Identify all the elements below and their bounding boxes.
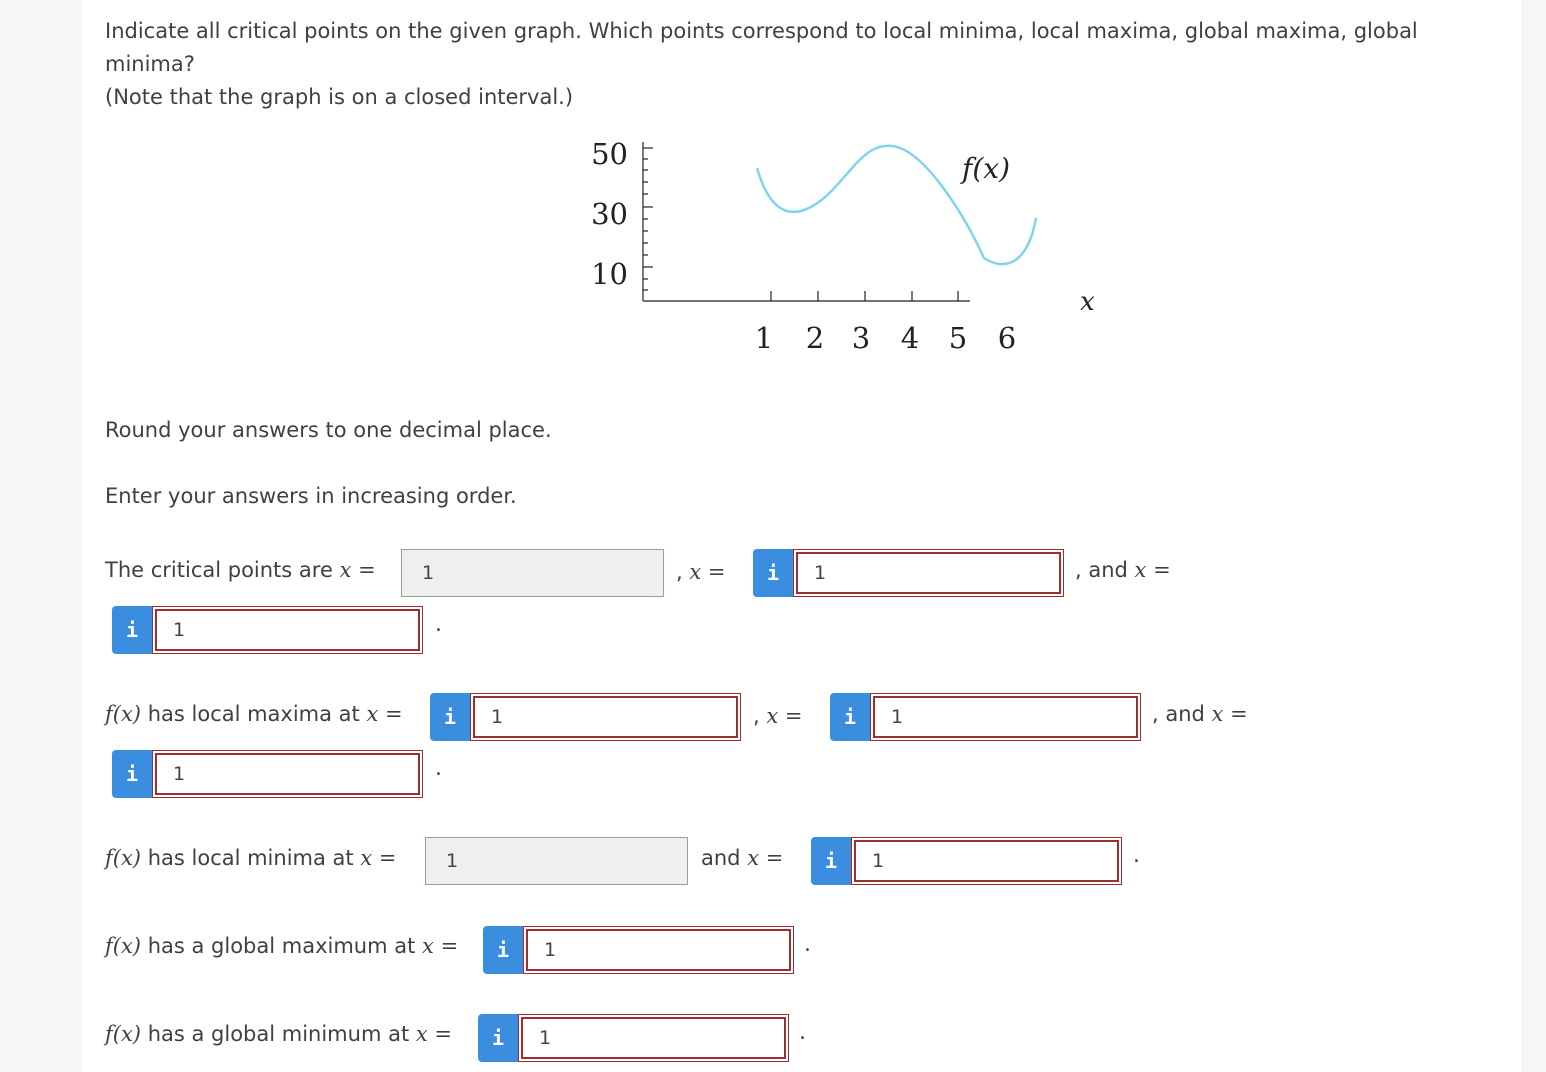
local-minima-label: f(x) has local minima at x = (105, 846, 397, 870)
field-value: 1 (422, 562, 435, 584)
period: . (1133, 843, 1140, 868)
field-value: 1 (491, 706, 504, 728)
info-icon[interactable]: i (483, 926, 523, 974)
y-tick-label-10: 10 (591, 257, 628, 291)
critical-point-3-field[interactable] (152, 606, 423, 654)
and-label: , and x = (1152, 702, 1248, 726)
period: . (804, 932, 811, 957)
function-graph (562, 130, 1095, 360)
question-line-1: Indicate all critical points on the given graph. Which points correspond to local minima, local maxima, global maxima, global minima? (105, 19, 1418, 76)
curve-label: f(x) (962, 152, 1011, 185)
x-axis-label: x (1080, 287, 1095, 317)
info-icon[interactable]: i (112, 750, 152, 798)
x-tick-label-5: 5 (948, 321, 968, 355)
info-icon[interactable]: i (112, 606, 152, 654)
local-min-2-field[interactable] (851, 837, 1122, 885)
separator-label: , x = (753, 704, 803, 728)
and-label: , and x = (1075, 558, 1171, 582)
global-maximum-label: f(x) has a global maximum at x = (105, 934, 459, 958)
global-max-field[interactable] (523, 926, 794, 974)
y-tick-label-50: 50 (591, 137, 628, 171)
field-value: 1 (814, 562, 827, 584)
y-tick-marks (643, 148, 653, 290)
question-panel (82, 0, 1521, 1072)
field-value: 1 (544, 939, 557, 961)
critical-point-1-field[interactable] (401, 549, 664, 597)
critical-prefix: The critical points are (105, 558, 333, 582)
field-value: 1 (173, 763, 186, 785)
period: . (435, 612, 442, 637)
question-line-2: (Note that the graph is on a closed interval.) (105, 85, 574, 109)
info-icon[interactable]: i (753, 549, 793, 597)
global-minimum-label: f(x) has a global minimum at x = (105, 1022, 453, 1046)
field-value: 1 (872, 850, 885, 872)
global-min-field[interactable] (518, 1014, 789, 1062)
info-icon[interactable]: i (830, 693, 870, 741)
local-max-1-field[interactable] (470, 693, 741, 741)
separator-label: , x = (676, 560, 726, 584)
local-max-2-field[interactable] (870, 693, 1141, 741)
x-tick-label-2: 2 (805, 321, 825, 355)
field-value: 1 (539, 1027, 552, 1049)
field-value: 1 (173, 619, 186, 641)
equals-sign: = (358, 558, 376, 582)
x-tick-label-1: 1 (754, 321, 774, 355)
critical-point-2-field[interactable] (793, 549, 1064, 597)
period: . (435, 756, 442, 781)
order-instruction: Enter your answers in increasing order. (105, 484, 517, 508)
and-label: and x = (701, 846, 784, 870)
x-tick-label-6: 6 (997, 321, 1017, 355)
local-maxima-label: f(x) has local maxima at x = (105, 702, 403, 726)
y-tick-label-30: 30 (591, 197, 628, 231)
critical-points-label (105, 558, 376, 582)
x-tick-label-3: 3 (851, 321, 871, 355)
info-icon[interactable]: i (478, 1014, 518, 1062)
info-icon[interactable]: i (430, 693, 470, 741)
local-min-1-field[interactable] (425, 837, 688, 885)
period: . (799, 1020, 806, 1045)
local-max-3-field[interactable] (152, 750, 423, 798)
x-var: x (339, 558, 352, 582)
x-tick-label-4: 4 (900, 321, 920, 355)
question-text (105, 15, 1505, 114)
info-icon[interactable]: i (811, 837, 851, 885)
field-value: 1 (891, 706, 904, 728)
x-tick-marks (771, 291, 958, 301)
field-value: 1 (446, 850, 459, 872)
round-instruction: Round your answers to one decimal place. (105, 418, 552, 442)
